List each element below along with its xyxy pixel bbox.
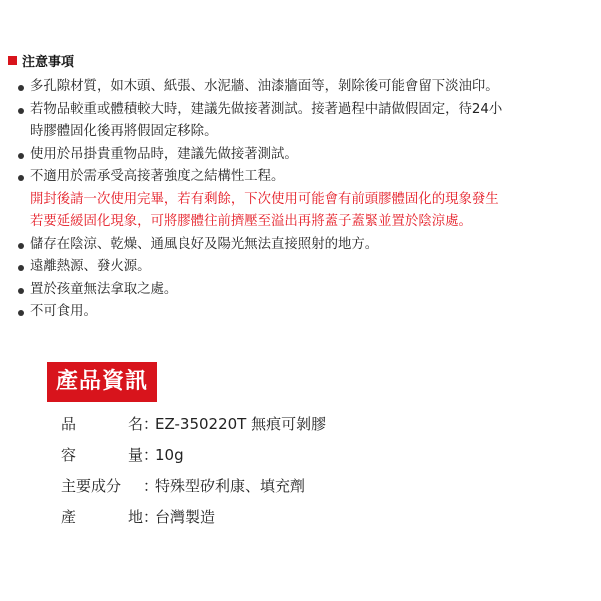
notice-item: 不可食用。 bbox=[8, 301, 598, 324]
notice-item-continuation: 時膠體固化後再將假固定移除。 bbox=[30, 124, 218, 139]
notice-title: 注意事項 bbox=[22, 54, 75, 70]
spec-row-capacity bbox=[61, 439, 326, 470]
notice-item: 使用於吊掛貴重物品時，建議先做接著測試。 bbox=[8, 144, 598, 167]
spec-row-ingredients bbox=[61, 470, 326, 501]
spec-list bbox=[61, 408, 326, 532]
notice-heading bbox=[8, 50, 598, 70]
notice-item: 不適用於需承受高接著強度之結構性工程。 bbox=[8, 166, 598, 189]
spec-label bbox=[61, 506, 143, 527]
spec-label-char: 量 bbox=[127, 446, 143, 464]
spec-label-char: 名 bbox=[127, 415, 143, 433]
notice-item: 置於孩童無法拿取之處。 bbox=[8, 279, 598, 302]
notice-item: 儲存在陰涼、乾燥、通風良好及陽光無法直接照射的地方。 bbox=[8, 234, 598, 257]
spec-label-char: 產 bbox=[61, 508, 77, 526]
notice-warning: 若要延緩固化現象，可將膠體往前擠壓至溢出再將蓋子蓋緊並置於陰涼處。 bbox=[30, 214, 472, 229]
notice-item: 多孔隙材質，如木頭、紙張、水泥牆、油漆牆面等，剝除後可能會留下淡油印。 bbox=[8, 76, 598, 99]
spec-separator: ： bbox=[143, 446, 159, 464]
spec-row-name bbox=[61, 408, 326, 439]
notice-list bbox=[8, 76, 598, 324]
spec-label bbox=[61, 444, 143, 465]
spec-separator: ： bbox=[143, 508, 159, 526]
notice-warning: 開封後請一次使用完畢，若有剩餘，下次使用可能會有前頭膠體固化的現象發生 bbox=[30, 191, 499, 207]
product-info-section bbox=[47, 362, 326, 532]
spec-label-char: 容 bbox=[61, 446, 77, 464]
spec-label-char: 品 bbox=[61, 415, 77, 433]
notice-item: 遠離熱源、發火源。 bbox=[8, 256, 598, 279]
spec-label bbox=[61, 413, 143, 434]
spec-row-origin bbox=[61, 501, 326, 532]
spec-label-char: 地 bbox=[127, 508, 143, 526]
spec-value: 特殊型矽利康、填充劑 bbox=[155, 477, 306, 495]
spec-separator: ： bbox=[143, 415, 159, 433]
spec-value: EZ-350220T 無痕可剝膠 bbox=[155, 415, 327, 433]
red-square-icon bbox=[8, 56, 17, 65]
product-info-badge: 產品資訊 bbox=[47, 362, 157, 402]
spec-label: 主要成分 bbox=[61, 477, 122, 495]
spec-value: 台灣製造 bbox=[155, 508, 216, 526]
spec-value: 10g bbox=[155, 445, 184, 464]
notice-section bbox=[8, 50, 598, 324]
notice-item: 若物品較重或體積較大時，建議先做接著測試。接著過程中請做假固定，待24小 bbox=[8, 99, 598, 122]
spec-separator: ： bbox=[143, 477, 159, 495]
